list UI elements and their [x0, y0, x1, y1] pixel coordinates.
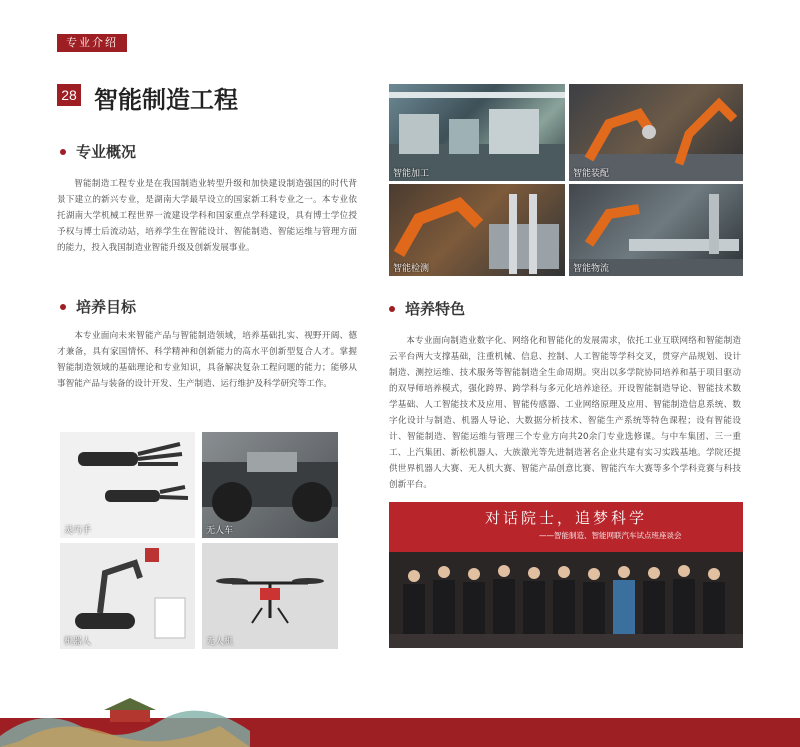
section-tag: 专业介绍 — [57, 34, 127, 52]
photo-smart-inspection — [389, 184, 565, 276]
photo-caption: 智能物流 — [573, 264, 610, 274]
banner-title: 对话院士，追梦科学 — [484, 509, 647, 527]
photo-dexterous-hand — [60, 432, 195, 538]
bullet-dot-icon — [60, 304, 66, 310]
photo-smart-assembly — [569, 84, 743, 181]
features-heading: 培养特色 — [389, 298, 465, 319]
overview-heading: 专业概况 — [60, 141, 136, 162]
photo-smart-logistics — [569, 184, 743, 276]
page-number: 28 — [57, 84, 81, 106]
banner-subtitle: ——智能制造、智能网联汽车试点班座谈会 — [539, 531, 682, 540]
bullet-dot-icon — [60, 149, 66, 155]
photo-unmanned-vehicle — [202, 432, 338, 538]
goals-heading: 培养目标 — [60, 296, 136, 317]
photo-caption: 机器人 — [64, 637, 92, 647]
photo-caption: 智能装配 — [573, 169, 610, 179]
photo-caption: 无人车 — [206, 526, 234, 536]
bullet-dot-icon — [389, 306, 395, 312]
landscape-decoration-icon — [0, 696, 250, 747]
photo-smart-machining — [389, 84, 565, 181]
goals-text: 本专业面向未来智能产品与智能制造领域，培养基础扎实、视野开阔、德才兼备，具有家国情怀、科学精神和创新能力的高水平创新型复合人才。掌握智能制造领域的基础理论和专业知识，具备解决复杂工程问题的能力；能够从事智能产品与装备的设计开发、生产制造、运行维护及科学研究等工作。 — [57, 331, 357, 389]
photo-robot — [60, 543, 195, 649]
group-photo — [389, 502, 743, 648]
photo-caption: 智能加工 — [393, 169, 430, 179]
photo-caption: 无人机 — [206, 637, 234, 647]
features-text: 本专业面向制造业数字化、网络化和智能化的发展需求，依托工业互联网络和智能制造云平台两大支撑基础，注重机械、信息、控制、人工智能等学科交叉，贯穿产品规划、设计制造、测控运维、技术服务等智能制造全生命周期。突出以多学院协同培养和基于项目驱动的双导师培养模式，强化跨界、跨学科与多元化培养途径。开设智能制造导论、智能技术数学基础、人工智能技术及应用、智能传感器、工业网络原理及应用、智能制造信息系统、数字化设计与制造、机器人导论、大数据分析技术、智能生产系统等特色课程；设有智能设计、智能制造、智能运维与管理三个专业方向共20余门专业选修课。与中车集团、三一重工、上汽集团、新松机器人、大族激光等先进制造著名企业共建有实习实践基地。学院还提供世界机器人大赛、无人机大赛、智能产品创意比赛、智能汽车大赛等多个学科竞赛与科技创新平台。 — [389, 336, 741, 490]
overview-text: 智能制造工程专业是在我国制造业转型升级和加快建设制造强国的时代背景下建立的新兴专业，是湖南大学最早设立的国家新工科专业之一。本专业依托湖南大学机械工程世界一流建设学科和国家重点学科建设，具有博士学位授予权与博士后流动站，培养学生在智能设计、智能制造、智能运维与管理方面的能力，投入我国制造业智能升级及创新发展事业。 — [57, 179, 357, 253]
photo-caption: 灵巧手 — [64, 526, 92, 536]
photo-caption: 智能检测 — [393, 264, 430, 274]
page-title: 智能制造工程 — [94, 86, 238, 114]
photo-drone — [202, 543, 338, 649]
group-people-illustration — [389, 502, 743, 648]
